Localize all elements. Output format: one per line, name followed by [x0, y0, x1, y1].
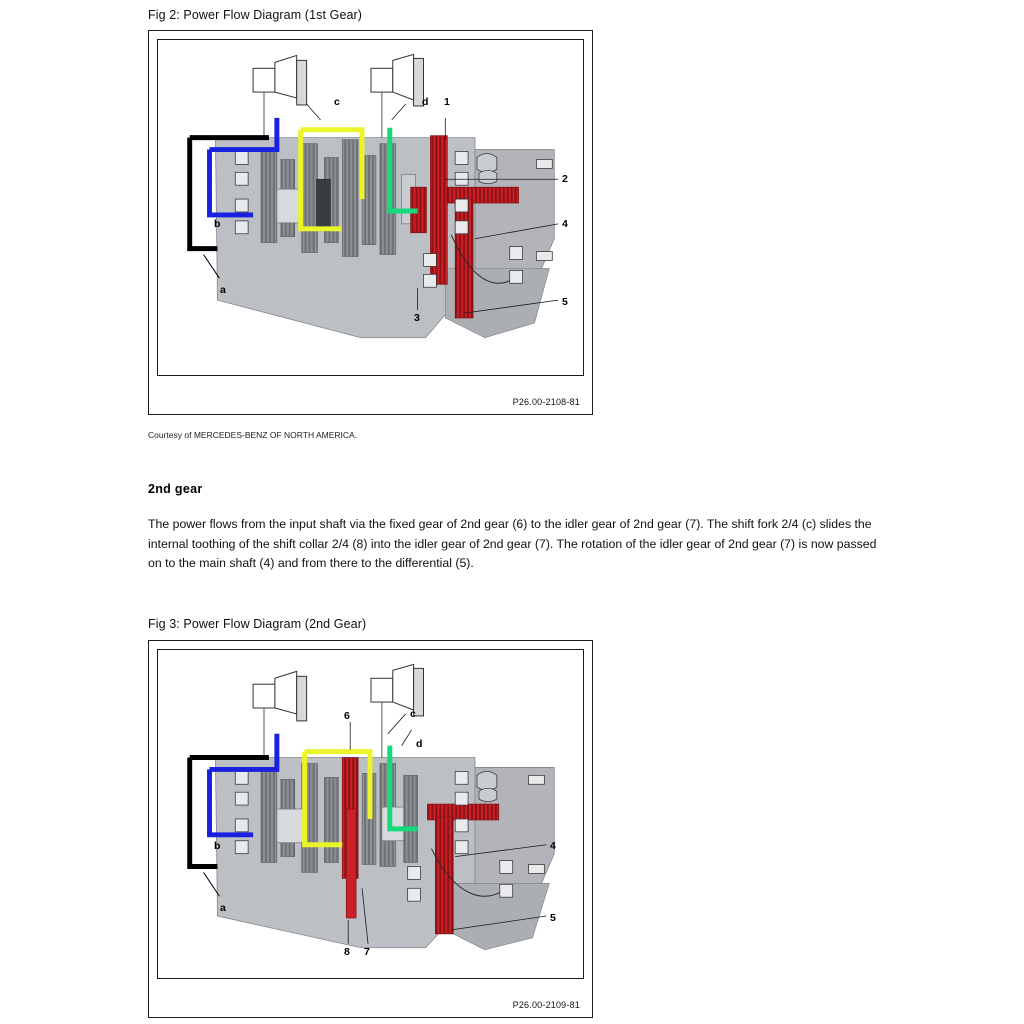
figure-2-caption: Fig 2: Power Flow Diagram (1st Gear)	[148, 8, 363, 22]
figure-3-image-area	[157, 649, 584, 979]
figure-2-label-a: a	[220, 284, 226, 296]
figure-3-label-7: 7	[364, 946, 370, 958]
power-flow-diagram-1st-gear	[158, 40, 583, 375]
figure-3-label-c: c	[410, 708, 416, 720]
section-paragraph-2nd-gear: The power flows from the input shaft via the fixed gear of 2nd gear (6) to the idler gear of 2nd gear (7). The shift fork 2/4 (c) slides the internal toothing of the shift collar 2/4 (8) into the idler gear of 2nd gear (7). The rotation of the idler gear of 2nd gear (7) is now passed on to the main shaft (4) and from there to the differential (5).	[148, 517, 877, 570]
figure-2-label-b: b	[214, 218, 221, 230]
figure-3-frame	[148, 640, 593, 1018]
figure-3-label-a: a	[220, 902, 226, 914]
figure-2-image-area	[157, 39, 584, 376]
figure-3-label-d: d	[416, 738, 423, 750]
figure-2-label-5: 5	[562, 296, 568, 308]
figure-3-label-6: 6	[344, 710, 350, 722]
figure-2-frame	[148, 30, 593, 415]
figure-3-label-5: 5	[550, 912, 556, 924]
figure-2-label-2: 2	[562, 173, 568, 185]
figure-2-code: P26.00-2108-81	[512, 397, 580, 407]
figure-3-caption: Fig 3: Power Flow Diagram (2nd Gear)	[148, 617, 367, 631]
figure-2-label-c: c	[334, 96, 340, 108]
figure-2-label-3: 3	[414, 312, 420, 324]
figure-3-label-4: 4	[550, 840, 556, 852]
figure-2-courtesy: Courtesy of MERCEDES-BENZ OF NORTH AMERICA.	[148, 430, 358, 440]
figure-3-label-8: 8	[344, 946, 350, 958]
figure-2-label-1: 1	[444, 96, 450, 108]
figure-2-label-4: 4	[562, 218, 568, 230]
figure-3-label-b: b	[214, 840, 221, 852]
power-flow-diagram-2nd-gear	[158, 650, 583, 978]
figure-3-code: P26.00-2109-81	[512, 1000, 580, 1010]
figure-2-label-d: d	[422, 96, 429, 108]
section-heading-2nd-gear: 2nd gear	[148, 482, 203, 496]
